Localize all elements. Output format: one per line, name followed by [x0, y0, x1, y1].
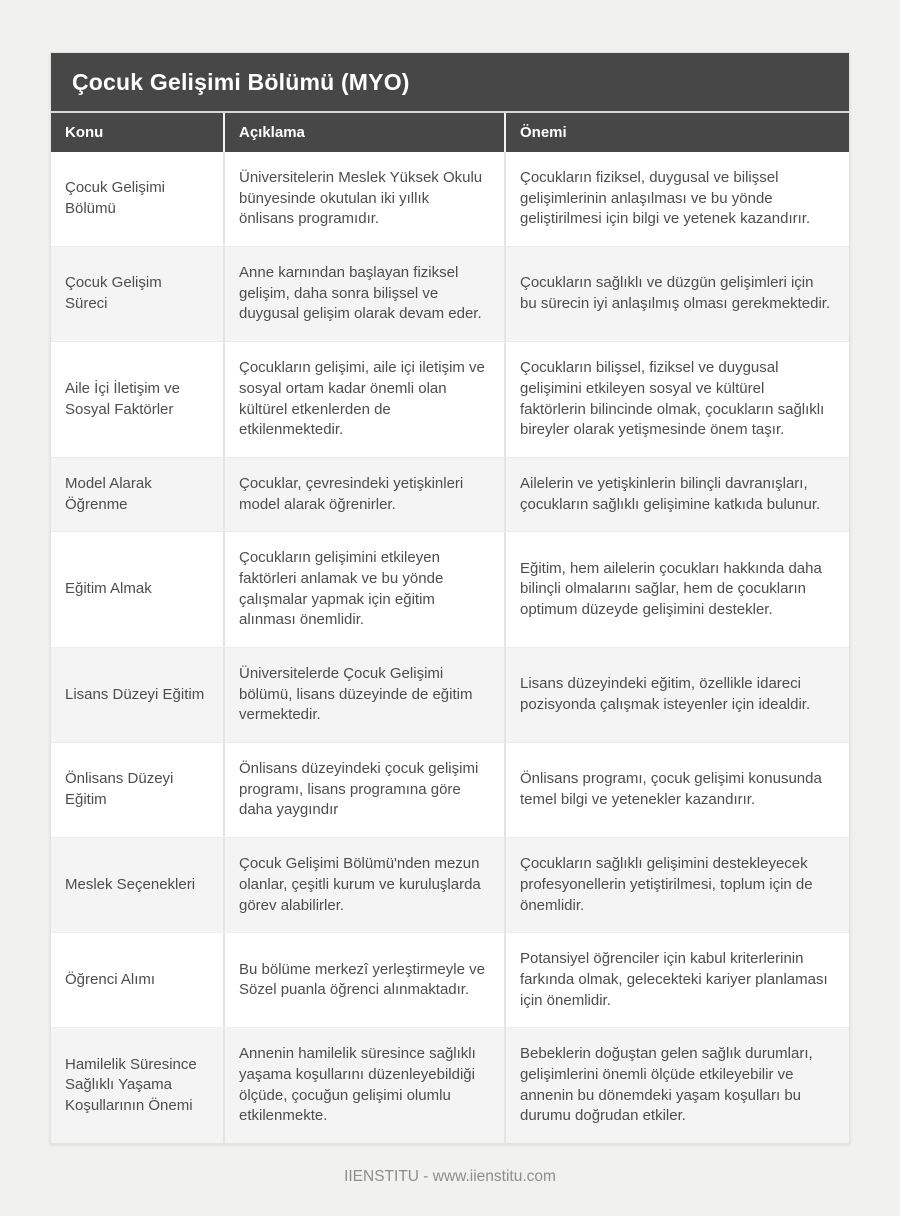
table-header-row: [51, 113, 849, 152]
cell-konu: Önlisans Düzeyi Eğitim: [65, 770, 174, 809]
table-row: [51, 246, 849, 341]
cell-onemi: Ailelerin ve yetişkinlerin bilinçli davranışları, çocukların sağlıklı gelişimine katkıda bulunur.: [504, 458, 849, 531]
cell-onemi: Çocukların fiziksel, duygusal ve bilişsel gelişimlerinin anlaşılması ve bu yönde geliştirilmesi için bilgi ve yetenek kazandırır.: [504, 152, 849, 246]
table-row: [51, 341, 849, 457]
cell-aciklama: Çocuklar, çevresindeki yetişkinleri model alarak öğrenirler.: [223, 458, 504, 531]
cell-konu: Çocuk Gelişim Süreci: [65, 274, 162, 313]
cell-konu: Öğrenci Alımı: [65, 970, 156, 988]
column-header-onemi: Önemi: [504, 113, 849, 152]
cell-onemi: Çocukların sağlıklı gelişimini destekleyecek profesyonellerin yetiştirilmesi, toplum için de önemlidir.: [504, 838, 849, 932]
table-row: [51, 837, 849, 932]
table-body: [51, 152, 849, 1143]
cell-aciklama: Önlisans düzeyindeki çocuk gelişimi programı, lisans programına göre daha yaygındır: [223, 743, 504, 837]
cell-konu: Hamilelik Süresince Sağlıklı Yaşama Koşullarının Önemi: [65, 1055, 197, 1114]
cell-aciklama: Annenin hamilelik süresince sağlıklı yaşama koşullarını düzenleyebildiği ölçüde, çocuğun gelişimi olumlu etkilenmekte.: [223, 1028, 504, 1143]
table-row: [51, 152, 849, 246]
cell-aciklama: Bu bölüme merkezî yerleştirmeyle ve Sözel puanla öğrenci alınmaktadır.: [223, 933, 504, 1027]
cell-onemi: Eğitim, hem ailelerin çocukları hakkında daha bilinçli olmalarını sağlar, hem de çocukların optimum düzeyde gelişimini destekler.: [504, 532, 849, 647]
table-row: [51, 932, 849, 1027]
column-header-aciklama: Açıklama: [223, 113, 504, 152]
cell-onemi: Bebeklerin doğuştan gelen sağlık durumları, gelişimlerini önemli ölçüde etkileyebilir ve annenin bu dönemdeki yaşam koşulları bu durumu doğrudan etkiler.: [504, 1028, 849, 1143]
table-title: Çocuk Gelişimi Bölümü (MYO): [51, 53, 849, 113]
child-development-table: [50, 52, 850, 1144]
cell-onemi: Çocukların sağlıklı ve düzgün gelişimleri için bu sürecin iyi anlaşılmış olması gerekmektedir.: [504, 247, 849, 341]
cell-aciklama: Çocukların gelişimini etkileyen faktörleri anlamak ve bu yönde çalışmalar yapmak için eğitim alınması önemlidir.: [223, 532, 504, 647]
cell-onemi: Potansiyel öğrenciler için kabul kriterlerinin farkında olmak, gelecekteki kariyer planlaması için önemlidir.: [504, 933, 849, 1027]
cell-konu: Eğitim Almak: [65, 580, 152, 598]
cell-aciklama: Çocukların gelişimi, aile içi iletişim ve sosyal ortam kadar önemli olan kültürel etkenlerden de etkilenmektedir.: [223, 342, 504, 457]
cell-konu: Model Alarak Öğrenme: [65, 474, 152, 513]
table-row: [51, 457, 849, 531]
cell-konu: Çocuk Gelişimi Bölümü: [65, 179, 166, 218]
table-row: [51, 742, 849, 837]
cell-aciklama: Anne karnından başlayan fiziksel gelişim, daha sonra bilişsel ve duygusal gelişim olarak devam eder.: [223, 247, 504, 341]
cell-konu: Aile İçi İletişim ve Sosyal Faktörler: [65, 379, 181, 418]
table-row: [51, 647, 849, 742]
cell-aciklama: Üniversitelerde Çocuk Gelişimi bölümü, lisans düzeyinde de eğitim vermektedir.: [223, 648, 504, 742]
footer-branding: IIENSTITU - www.iienstitu.com: [344, 1168, 556, 1185]
cell-onemi: Önlisans programı, çocuk gelişimi konusunda temel bilgi ve yetenekler kazandırır.: [504, 743, 849, 837]
column-header-konu: Konu: [65, 124, 104, 141]
table-row: [51, 1027, 849, 1143]
cell-konu: Meslek Seçenekleri: [65, 875, 196, 893]
cell-aciklama: Çocuk Gelişimi Bölümü'nden mezun olanlar, çeşitli kurum ve kuruluşlarda görev alabilirler.: [223, 838, 504, 932]
cell-onemi: Çocukların bilişsel, fiziksel ve duygusal gelişimini etkileyen sosyal ve kültürel faktörlerin bilincinde olmak, çocukların sağlıklı bireyler olarak yetişmesinde önem taşır.: [504, 342, 849, 457]
cell-aciklama: Üniversitelerin Meslek Yüksek Okulu bünyesinde okutulan iki yıllık önlisans programıdır.: [223, 152, 504, 246]
table-row: [51, 531, 849, 647]
cell-konu: Lisans Düzeyi Eğitim: [65, 685, 205, 703]
cell-onemi: Lisans düzeyindeki eğitim, özellikle idareci pozisyonda çalışmak isteyenler için idealdir.: [504, 648, 849, 742]
